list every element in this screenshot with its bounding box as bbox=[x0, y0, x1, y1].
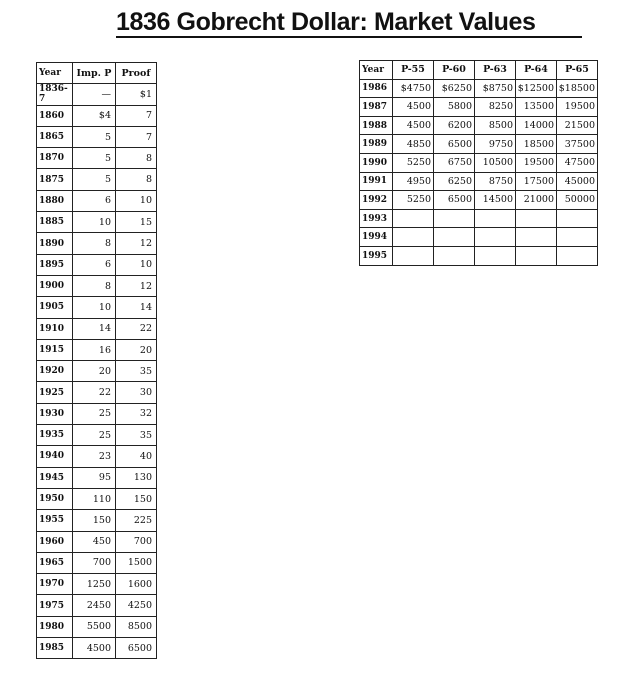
year-cell: 1989 bbox=[360, 135, 393, 154]
value-cell: 9750 bbox=[475, 135, 516, 154]
value-cell: 1250 bbox=[73, 574, 116, 595]
year-cell: 1985 bbox=[37, 638, 73, 659]
value-cell: 8750 bbox=[475, 172, 516, 191]
year-cell: 1970 bbox=[37, 574, 73, 595]
value-cell: 21000 bbox=[516, 191, 557, 210]
right-values-table bbox=[359, 60, 598, 266]
column-header-p55: P-55 bbox=[393, 61, 434, 80]
column-header-year: Year bbox=[37, 63, 73, 84]
table-row bbox=[37, 510, 157, 531]
value-cell: 20 bbox=[116, 339, 157, 360]
year-cell: 1870 bbox=[37, 148, 73, 169]
value-cell: 5250 bbox=[393, 191, 434, 210]
value-cell: 37500 bbox=[557, 135, 598, 154]
value-cell: 35 bbox=[116, 425, 157, 446]
value-cell: 45000 bbox=[557, 172, 598, 191]
value-cell: 4250 bbox=[116, 595, 157, 616]
value-cell: 450 bbox=[73, 531, 116, 552]
value-cell: 21500 bbox=[557, 116, 598, 135]
value-cell: 20 bbox=[73, 361, 116, 382]
year-cell: 1895 bbox=[37, 254, 73, 275]
year-cell: 1965 bbox=[37, 552, 73, 573]
table-row bbox=[360, 116, 598, 135]
table-row bbox=[37, 84, 157, 105]
value-cell: 6 bbox=[73, 254, 116, 275]
title-underline bbox=[116, 36, 582, 38]
value-cell bbox=[393, 209, 434, 228]
table-row bbox=[37, 212, 157, 233]
value-cell bbox=[475, 209, 516, 228]
table-row bbox=[37, 254, 157, 275]
value-cell: 5500 bbox=[73, 616, 116, 637]
value-cell: $1 bbox=[116, 84, 157, 105]
value-cell: 7 bbox=[116, 105, 157, 126]
value-cell: 8 bbox=[116, 169, 157, 190]
table-row bbox=[37, 403, 157, 424]
value-cell bbox=[475, 228, 516, 247]
value-cell: 6 bbox=[73, 190, 116, 211]
year-cell: 1935 bbox=[37, 425, 73, 446]
value-cell: 35 bbox=[116, 361, 157, 382]
value-cell: 8 bbox=[73, 275, 116, 296]
year-cell: 1880 bbox=[37, 190, 73, 211]
table-row bbox=[37, 148, 157, 169]
value-cell: 6500 bbox=[434, 135, 475, 154]
value-cell: 10 bbox=[116, 190, 157, 211]
value-cell bbox=[434, 228, 475, 247]
table-row bbox=[37, 169, 157, 190]
column-header-year: Year bbox=[360, 61, 393, 80]
value-cell: 8250 bbox=[475, 98, 516, 117]
value-cell: 4950 bbox=[393, 172, 434, 191]
value-cell: 22 bbox=[116, 318, 157, 339]
year-cell: 1990 bbox=[360, 153, 393, 172]
value-cell: 10 bbox=[73, 212, 116, 233]
value-cell: 10 bbox=[116, 254, 157, 275]
year-cell: 1992 bbox=[360, 191, 393, 210]
table-row bbox=[37, 318, 157, 339]
value-cell: 5 bbox=[73, 126, 116, 147]
table-row bbox=[360, 228, 598, 247]
value-cell: $18500 bbox=[557, 79, 598, 98]
column-header-p60: P-60 bbox=[434, 61, 475, 80]
column-header-proof: Proof bbox=[116, 63, 157, 84]
value-cell: 19500 bbox=[557, 98, 598, 117]
value-cell: 10500 bbox=[475, 153, 516, 172]
value-cell: 14 bbox=[116, 297, 157, 318]
value-cell: 150 bbox=[116, 488, 157, 509]
value-cell bbox=[557, 228, 598, 247]
table-row bbox=[37, 616, 157, 637]
value-cell: 225 bbox=[116, 510, 157, 531]
value-cell: 22 bbox=[73, 382, 116, 403]
value-cell: 8500 bbox=[475, 116, 516, 135]
table-row bbox=[37, 638, 157, 659]
year-cell: 1865 bbox=[37, 126, 73, 147]
value-cell: $6250 bbox=[434, 79, 475, 98]
table-row bbox=[360, 79, 598, 98]
value-cell: $12500 bbox=[516, 79, 557, 98]
table-row bbox=[360, 246, 598, 265]
value-cell bbox=[516, 246, 557, 265]
value-cell: 5250 bbox=[393, 153, 434, 172]
value-cell: 14 bbox=[73, 318, 116, 339]
page-title: 1836 Gobrecht Dollar: Market Values bbox=[116, 8, 536, 36]
value-cell: 110 bbox=[73, 488, 116, 509]
value-cell bbox=[393, 246, 434, 265]
value-cell: 700 bbox=[116, 531, 157, 552]
year-cell: 1920 bbox=[37, 361, 73, 382]
value-cell: 32 bbox=[116, 403, 157, 424]
value-cell bbox=[475, 246, 516, 265]
value-cell: 18500 bbox=[516, 135, 557, 154]
year-cell: 1915 bbox=[37, 339, 73, 360]
year-cell: 1940 bbox=[37, 446, 73, 467]
year-cell: 1875 bbox=[37, 169, 73, 190]
value-cell: 5 bbox=[73, 169, 116, 190]
year-cell: 1905 bbox=[37, 297, 73, 318]
table-row bbox=[37, 275, 157, 296]
year-cell: 1860 bbox=[37, 105, 73, 126]
year-cell: 1994 bbox=[360, 228, 393, 247]
value-cell: 1600 bbox=[116, 574, 157, 595]
year-cell: 1986 bbox=[360, 79, 393, 98]
value-cell: 130 bbox=[116, 467, 157, 488]
value-cell: 7 bbox=[116, 126, 157, 147]
value-cell: $4750 bbox=[393, 79, 434, 98]
table-row bbox=[360, 135, 598, 154]
year-cell: 1991 bbox=[360, 172, 393, 191]
table-row bbox=[360, 153, 598, 172]
value-cell: 5 bbox=[73, 148, 116, 169]
year-cell: 1945 bbox=[37, 467, 73, 488]
year-cell: 1910 bbox=[37, 318, 73, 339]
table-row bbox=[37, 552, 157, 573]
value-cell: 23 bbox=[73, 446, 116, 467]
table-row bbox=[360, 209, 598, 228]
year-cell: 1836-7 bbox=[37, 84, 73, 105]
value-cell: 25 bbox=[73, 425, 116, 446]
value-cell: 12 bbox=[116, 233, 157, 254]
value-cell: — bbox=[73, 84, 116, 105]
value-cell: 6500 bbox=[434, 191, 475, 210]
year-cell: 1995 bbox=[360, 246, 393, 265]
right-table-body bbox=[360, 79, 598, 265]
value-cell bbox=[557, 246, 598, 265]
column-header-impaired-proof: Imp. P bbox=[73, 63, 116, 84]
table-row bbox=[37, 446, 157, 467]
value-cell: 150 bbox=[73, 510, 116, 531]
table-row bbox=[37, 595, 157, 616]
table-row bbox=[37, 233, 157, 254]
year-cell: 1925 bbox=[37, 382, 73, 403]
value-cell: 12 bbox=[116, 275, 157, 296]
year-cell: 1980 bbox=[37, 616, 73, 637]
value-cell bbox=[393, 228, 434, 247]
value-cell: 10 bbox=[73, 297, 116, 318]
value-cell: 8 bbox=[73, 233, 116, 254]
value-cell bbox=[516, 209, 557, 228]
column-header-p63: P-63 bbox=[475, 61, 516, 80]
value-cell: $4 bbox=[73, 105, 116, 126]
value-cell: 19500 bbox=[516, 153, 557, 172]
left-table-body bbox=[37, 84, 157, 659]
year-cell: 1993 bbox=[360, 209, 393, 228]
table-row bbox=[360, 172, 598, 191]
table-row bbox=[37, 190, 157, 211]
column-header-p65: P-65 bbox=[557, 61, 598, 80]
table-row bbox=[37, 488, 157, 509]
table-row bbox=[37, 574, 157, 595]
table-header-row bbox=[37, 63, 157, 84]
year-cell: 1950 bbox=[37, 488, 73, 509]
value-cell: 14000 bbox=[516, 116, 557, 135]
value-cell: 47500 bbox=[557, 153, 598, 172]
table-row bbox=[37, 361, 157, 382]
year-cell: 1988 bbox=[360, 116, 393, 135]
value-cell: 13500 bbox=[516, 98, 557, 117]
table-header-row bbox=[360, 61, 598, 80]
value-cell: 4850 bbox=[393, 135, 434, 154]
value-cell: 1500 bbox=[116, 552, 157, 573]
table-row bbox=[37, 126, 157, 147]
value-cell bbox=[516, 228, 557, 247]
table-row bbox=[37, 297, 157, 318]
value-cell: 6500 bbox=[116, 638, 157, 659]
table-row bbox=[37, 382, 157, 403]
year-cell: 1885 bbox=[37, 212, 73, 233]
year-cell: 1975 bbox=[37, 595, 73, 616]
value-cell: 5800 bbox=[434, 98, 475, 117]
value-cell bbox=[434, 209, 475, 228]
value-cell bbox=[434, 246, 475, 265]
value-cell: 8500 bbox=[116, 616, 157, 637]
value-cell: 4500 bbox=[393, 116, 434, 135]
table-row bbox=[37, 467, 157, 488]
value-cell: 30 bbox=[116, 382, 157, 403]
table-row bbox=[37, 105, 157, 126]
table-row bbox=[37, 339, 157, 360]
value-cell: 50000 bbox=[557, 191, 598, 210]
table-row bbox=[360, 191, 598, 210]
left-values-table bbox=[36, 62, 157, 659]
year-cell: 1960 bbox=[37, 531, 73, 552]
value-cell: 6200 bbox=[434, 116, 475, 135]
value-cell: 4500 bbox=[73, 638, 116, 659]
value-cell: 15 bbox=[116, 212, 157, 233]
value-cell: 14500 bbox=[475, 191, 516, 210]
value-cell: 6250 bbox=[434, 172, 475, 191]
year-cell: 1900 bbox=[37, 275, 73, 296]
value-cell: 95 bbox=[73, 467, 116, 488]
value-cell: $8750 bbox=[475, 79, 516, 98]
value-cell bbox=[557, 209, 598, 228]
value-cell: 16 bbox=[73, 339, 116, 360]
year-cell: 1955 bbox=[37, 510, 73, 531]
value-cell: 2450 bbox=[73, 595, 116, 616]
value-cell: 17500 bbox=[516, 172, 557, 191]
value-cell: 8 bbox=[116, 148, 157, 169]
year-cell: 1987 bbox=[360, 98, 393, 117]
year-cell: 1890 bbox=[37, 233, 73, 254]
year-cell: 1930 bbox=[37, 403, 73, 424]
table-row bbox=[37, 425, 157, 446]
value-cell: 25 bbox=[73, 403, 116, 424]
table-row bbox=[37, 531, 157, 552]
value-cell: 6750 bbox=[434, 153, 475, 172]
table-row bbox=[360, 98, 598, 117]
column-header-p64: P-64 bbox=[516, 61, 557, 80]
value-cell: 4500 bbox=[393, 98, 434, 117]
value-cell: 700 bbox=[73, 552, 116, 573]
value-cell: 40 bbox=[116, 446, 157, 467]
